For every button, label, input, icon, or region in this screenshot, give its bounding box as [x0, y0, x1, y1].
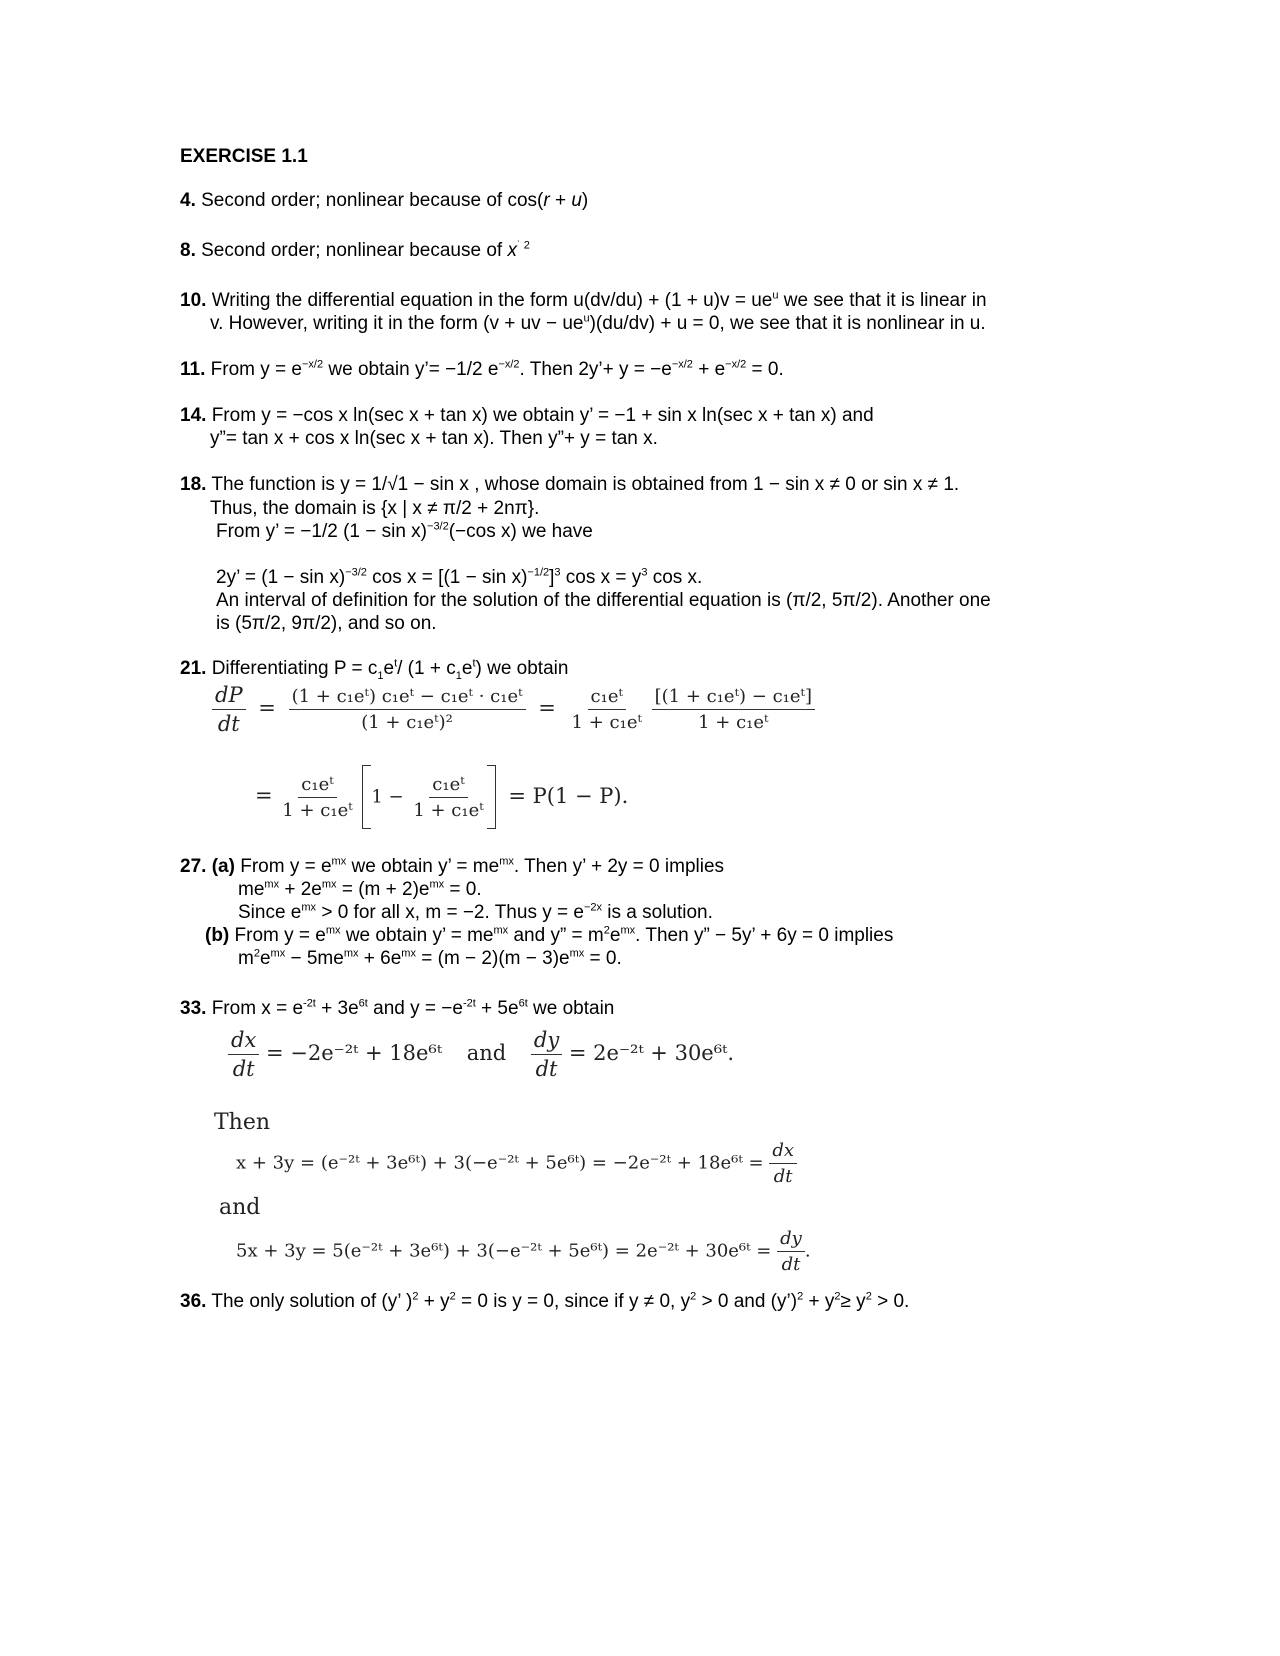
numerator: dy [777, 1228, 805, 1252]
exponent: u [583, 312, 590, 325]
exponent: 2 [520, 239, 530, 252]
close-paren: ) [581, 190, 589, 211]
text: = 0. [444, 879, 482, 900]
exponent: mx [264, 878, 280, 891]
equals-sign: = [255, 783, 273, 808]
text: 2y’ = (1 − sin x) [216, 567, 346, 588]
exponent: 2 [690, 1290, 697, 1303]
item-33 [180, 997, 614, 1021]
denominator: (1 + c₁eᵗ)² [361, 712, 453, 733]
equation-33-line-2 [236, 1140, 797, 1187]
item-number: 33. [180, 998, 207, 1019]
item-text: Writing the differential equation in the form u(dv/du) + (1 + u)v = ue [206, 290, 773, 311]
exponent: −x/2 [671, 358, 693, 371]
text: + 3e [315, 998, 359, 1019]
item-18-line-6: is (5π/2, 9π/2), and so on. [216, 613, 437, 634]
text: From x = e [206, 998, 304, 1019]
and-word: and [219, 1195, 261, 1220]
text: + y [803, 1291, 835, 1312]
numerator: c₁eᵗ [298, 774, 336, 798]
text: = 0. [584, 948, 622, 969]
denominator: dt [781, 1254, 801, 1275]
exponent: 3 [641, 566, 648, 579]
subscript: 1 [455, 669, 462, 682]
item-number: 18. [180, 474, 207, 495]
exponent: 2 [865, 1290, 872, 1303]
exponent: mx [620, 924, 636, 937]
exponent: mx [493, 924, 509, 937]
item-text: The function is y = 1/√1 − sin x , whose domain is obtained from 1 − sin x ≠ 0 or sin x ≠ 1. [206, 474, 960, 495]
text: e [259, 948, 271, 969]
equation-33-line-3 [236, 1228, 811, 1275]
item-10-line-2 [210, 312, 986, 336]
exponent: u [772, 289, 779, 302]
denominator: 1 + c₁eᵗ [571, 712, 642, 733]
numerator: dP [212, 683, 246, 710]
denominator: 1 + c₁eᵗ [282, 799, 353, 821]
text: From y’ = −1/2 (1 − sin x) [216, 521, 428, 542]
text: cos x = y [560, 567, 642, 588]
text: m [238, 948, 254, 969]
text: + 6e [358, 948, 402, 969]
numerator: dy [531, 1028, 562, 1055]
exponent: mx [325, 924, 341, 937]
exponent: 2 [797, 1290, 804, 1303]
fraction-1 [289, 686, 526, 733]
numerator: [(1 + c₁eᵗ) − c₁eᵗ] [652, 686, 815, 710]
right-bracket [487, 765, 496, 829]
text: = (m − 2)(m − 3)e [415, 948, 570, 969]
text: From y = e [229, 925, 326, 946]
text: + 5e [475, 998, 519, 1019]
exponent: t [472, 657, 476, 670]
text: we obtain y’ = me [340, 925, 494, 946]
numerator: c₁eᵗ [588, 686, 626, 710]
text: ≥ y [840, 1291, 866, 1312]
text: we obtain y’ = me [346, 856, 500, 877]
text: ) we obtain [475, 658, 569, 679]
item-text: Second order; nonlinear because of [195, 240, 508, 261]
text: is a solution. [602, 902, 713, 923]
item-text-cont: )(du/dv) + u = 0, we see that it is nonlinear in u. [589, 313, 986, 334]
exponent: 6t [358, 997, 368, 1010]
denominator: dt [773, 1166, 793, 1187]
text: Since e [238, 902, 302, 923]
fraction-dy-dt [531, 1028, 562, 1081]
exponent: 2 [449, 1290, 456, 1303]
exponent: 2 [253, 947, 260, 960]
text: / (1 + c [397, 658, 456, 679]
exponent: t [394, 657, 398, 670]
item-27-a-line-1 [180, 855, 724, 879]
fraction-dy-dt [777, 1228, 805, 1275]
denominator: dt [217, 712, 240, 736]
exponent: −3/2 [345, 566, 367, 579]
item-number: 27. [180, 856, 207, 877]
exponent: 6t [518, 997, 528, 1010]
exponent: mx [429, 878, 445, 891]
item-27-b-line-1 [205, 924, 893, 948]
item-4 [180, 189, 588, 213]
item-text: Second order; nonlinear because of cos( [195, 190, 544, 211]
exponent: mx [343, 947, 359, 960]
exponent: 2 [834, 1290, 841, 1303]
numerator: (1 + c₁eᵗ) c₁eᵗ − c₁eᵗ · c₁eᵗ [289, 686, 526, 710]
text: > 0 for all x, m = −2. Thus y = e [316, 902, 584, 923]
fraction-dp-dt [212, 683, 246, 736]
fraction-dx-dt [769, 1140, 797, 1187]
plus: + [549, 190, 572, 211]
item-18-line-5: An interval of definition for the solution of the differential equation is (π/2, 5π/2). Another one [216, 590, 991, 611]
exponent: mx [301, 901, 317, 914]
item-number: 21. [180, 658, 207, 679]
equals-sign: = [538, 696, 556, 720]
item-10-line-1 [180, 289, 987, 313]
exponent: 3 [554, 566, 561, 579]
text: − 5me [285, 948, 344, 969]
text: e [609, 925, 621, 946]
text: = 0. [746, 359, 784, 380]
fraction-2 [410, 774, 486, 821]
text: > 0 and (y’) [696, 1291, 798, 1312]
text: . Then 2y’+ y = −e [519, 359, 672, 380]
exponent: -2t [303, 997, 316, 1010]
exercise-title: EXERCISE 1.1 [180, 146, 308, 167]
fraction-3 [652, 686, 815, 733]
exponent: 2 [412, 1290, 419, 1303]
period: . [804, 1240, 811, 1262]
text: and y” = m [508, 925, 604, 946]
text: we obtain [527, 998, 615, 1019]
item-8 [180, 239, 530, 263]
text: From y = e [234, 856, 332, 877]
part-label: (b) [205, 925, 230, 946]
item-text: From y = −cos x ln(sec x + tan x) we obtain y’ = −1 + sin x ln(sec x + tan x) and [206, 405, 874, 426]
exponent: −2x [583, 901, 602, 914]
equation-33-line-1 [228, 1028, 734, 1081]
fraction-1 [279, 774, 355, 821]
exponent: -2t [462, 997, 476, 1010]
denominator: dt [232, 1057, 255, 1081]
text: + y [418, 1291, 450, 1312]
text: (−cos x) we have [448, 521, 593, 542]
item-11 [180, 358, 784, 382]
text: . Then y’ + 2y = 0 implies [513, 856, 725, 877]
exponent: −1/2 [527, 566, 550, 579]
dot-mark: ˙ [516, 239, 521, 252]
text: > 0. [871, 1291, 910, 1312]
var-x: x [507, 240, 517, 261]
text: = 0 is y = 0, since if y ≠ 0, y [455, 1291, 691, 1312]
exponent: −3/2 [427, 520, 449, 533]
text: Differentiating P = c [206, 658, 378, 679]
text: + 2e [279, 879, 322, 900]
rhs: = P(1 − P). [508, 783, 629, 808]
text: cos x = [(1 − sin x) [366, 567, 528, 588]
fraction-dx-dt [228, 1028, 259, 1081]
item-27-a-line-2 [238, 878, 482, 902]
item-36 [180, 1290, 909, 1314]
text: . Then y” − 5y’ + 6y = 0 implies [635, 925, 894, 946]
item-18-line-4 [216, 566, 702, 590]
text: me [238, 879, 265, 900]
text: and y = −e [367, 998, 463, 1019]
text: ] [549, 567, 555, 588]
item-18-line-2: Thus, the domain is {x | x ≠ π/2 + 2nπ}. [210, 498, 540, 519]
equation-21-line-1 [212, 683, 815, 736]
equation-text: x + 3y = (e⁻²ᵗ + 3e⁶ᵗ) + 3(−e⁻²ᵗ + 5e⁶ᵗ) = −2e⁻²ᵗ + 18e⁶ᵗ = [236, 1152, 764, 1174]
exponent: mx [270, 947, 286, 960]
exponent: mx [321, 878, 337, 891]
exponent: mx [499, 855, 514, 868]
item-18-line-1 [180, 473, 959, 497]
item-number: 36. [180, 1291, 207, 1312]
exponent: −x/2 [725, 358, 747, 371]
item-number: 14. [180, 405, 207, 426]
var-r: r [543, 190, 550, 211]
subscript: 1 [377, 669, 384, 682]
text: The only solution of (y’ ) [206, 1291, 413, 1312]
exponent: −x/2 [498, 358, 520, 371]
var-u: u [571, 190, 582, 211]
exponent: mx [401, 947, 416, 960]
item-number: 11. [180, 359, 206, 380]
item-18-line-3 [216, 520, 593, 544]
part-label: (a) [211, 856, 235, 877]
text: e [461, 658, 473, 679]
then-word: Then [214, 1110, 271, 1135]
exponent: −x/2 [301, 358, 324, 371]
item-21 [180, 657, 568, 681]
item-number: 8. [180, 240, 196, 261]
rhs: = 2e⁻²ᵗ + 30e⁶ᵗ. [568, 1041, 734, 1065]
text: cos x. [647, 567, 703, 588]
denominator: 1 + c₁eᵗ [413, 799, 484, 821]
denominator: 1 + c₁eᵗ [698, 712, 769, 733]
numerator: dx [769, 1140, 797, 1164]
text: we obtain y’= −1/2 e [323, 359, 499, 380]
equation-text: 5x + 3y = 5(e⁻²ᵗ + 3e⁶ᵗ) + 3(−e⁻²ᵗ + 5e⁶ᵗ) = 2e⁻²ᵗ + 30e⁶ᵗ = [236, 1240, 772, 1262]
item-number: 4. [180, 190, 196, 211]
exponent: mx [331, 855, 347, 868]
equals-sign: = [258, 696, 276, 720]
item-number: 10. [180, 290, 207, 311]
rhs: = −2e⁻²ᵗ + 18e⁶ᵗ [265, 1041, 443, 1065]
denominator: dt [535, 1057, 558, 1081]
and-word: and [466, 1041, 507, 1065]
exponent: mx [569, 947, 585, 960]
item-14-line-1 [180, 404, 874, 428]
item-27-b-line-2 [238, 947, 622, 971]
exponent: 2 [603, 924, 610, 937]
equation-21-line-2 [255, 765, 628, 829]
text: + e [692, 359, 726, 380]
item-text: v. However, writing it in the form (v + uv − ue [210, 313, 584, 334]
one-minus: 1 − [371, 786, 404, 808]
text: e [383, 658, 395, 679]
item-14-line-2: y”= tan x + cos x ln(sec x + tan x). Then y”+ y = tan x. [210, 428, 658, 449]
fraction-2 [569, 686, 645, 733]
item-text-cont: we see that it is linear in [778, 290, 987, 311]
item-27-a-line-3 [238, 901, 713, 925]
numerator: dx [228, 1028, 259, 1055]
numerator: c₁eᵗ [429, 774, 467, 798]
left-bracket [362, 765, 371, 829]
text: From y = e [205, 359, 302, 380]
text: = (m + 2)e [336, 879, 430, 900]
